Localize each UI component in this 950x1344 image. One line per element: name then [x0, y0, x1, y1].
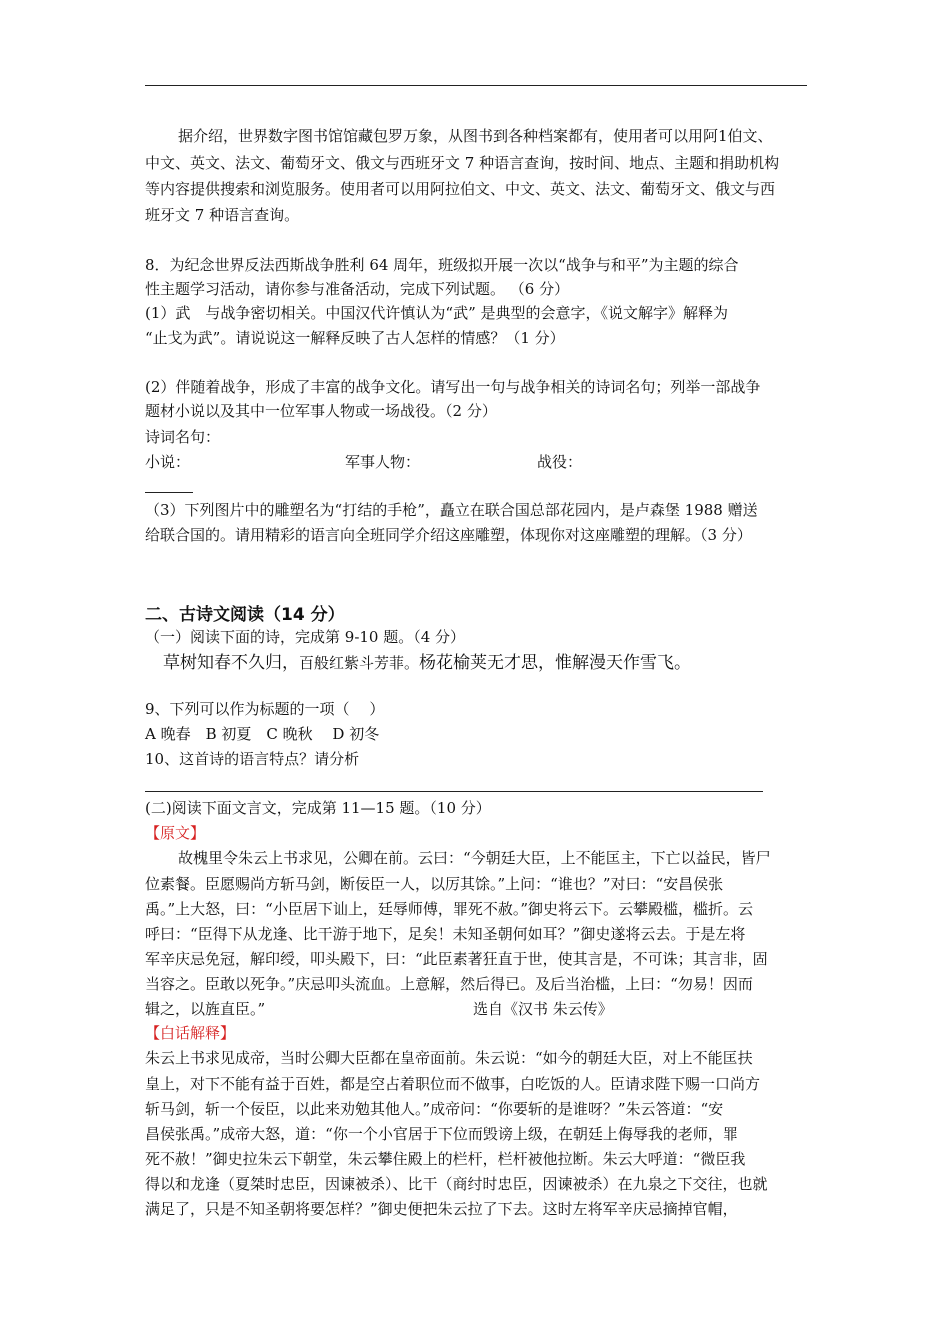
poem — [163, 650, 691, 676]
poem-line-c: 杨花榆荚无才思，惟解漫天作雪飞。 — [419, 653, 692, 673]
battle-label: 战役： — [537, 453, 583, 471]
original-line: 呼曰：“臣得下从龙逢、比干游于地下，足矣！未知圣朝何如耳？”御史遂将云去。于是左将 — [145, 925, 746, 943]
original-line: 军辛庆忌免冠，解印绶，叩头殿下，曰：“此臣素著狂直于世，使其言是，不可诛；其言非，固 — [145, 950, 768, 968]
original-line: 辑之，以旌直臣。” — [145, 1000, 266, 1018]
q8-2-line: 题材小说以及其中一位军事人物或一场战役。（2 分） — [145, 402, 497, 420]
vernacular-line: 满足了，只是不知圣朝将要怎样？”御史便把朱云拉了下去。这时左将军辛庆忌摘掉官帽， — [145, 1200, 738, 1218]
intro-line: 等内容提供搜索和浏览服务。使用者可以用阿拉伯文、中文、英文、法文、葡萄牙文、俄文与西 — [145, 180, 776, 198]
q8-line: 性主题学习活动，请你参与准备活动，完成下列试题。 （6 分） — [145, 280, 570, 298]
q8-line: 8．为纪念世界反法西斯战争胜利 64 周年，班级拟开展一次以“战争与和平”为主题的综合 — [145, 256, 739, 274]
intro-line: 中文、英文、法文、葡萄牙文、俄文与西班牙文 7 种语言查询，按时间、地点、主题和捐助机构 — [145, 154, 780, 172]
intro-line: 班牙文 7 种语言查询。 — [145, 206, 300, 224]
vernacular-line: 朱云上书求见成帝，当时公卿大臣都在皇帝面前。朱云说：“如今的朝廷大臣，对上不能匡扶 — [145, 1049, 753, 1067]
q9-options: A 晚春 B 初夏 C 晚秋 D 初冬 — [145, 725, 380, 743]
original-label: 【原文】 — [145, 824, 206, 842]
part1-heading: （一）阅读下面的诗，完成第 9-10 题。（4 分） — [145, 628, 466, 646]
answer-line — [145, 791, 763, 792]
original-line: 禹。”上大怒，曰：“小臣居下讪上，廷辱师傅，罪死不赦。”御史将云下。云攀殿槛，槛折。云 — [145, 900, 754, 918]
original-line: 当容之。臣敢以死争。”庆忌叩头流血。上意解，然后得已。及后当治槛，上曰：“勿易！因而 — [145, 975, 753, 993]
q8-3-line: （3）下列图片中的雕塑名为“打结的手枪”，矗立在联合国总部花园内，是卢森堡 1988 赠送 — [145, 501, 758, 519]
vernacular-line: 昌侯张禹。”成帝大怒，道：“你一个小官居于下位而毁谤上级，在朝廷上侮辱我的老师，罪 — [145, 1125, 738, 1143]
part2-heading: (二)阅读下面文言文，完成第 11—15 题。（10 分） — [145, 799, 491, 817]
vernacular-line: 斩马剑，斩一个佞臣，以此来劝勉其他人。”成帝问：“你要斩的是谁呀？”朱云答道：“安 — [145, 1100, 724, 1118]
q8-line: “止戈为武”。请说说这一解释反映了古人怎样的情感？（1 分） — [145, 329, 565, 347]
vernacular-line: 皇上，对下不能有益于百姓，都是空占着职位而不做事，白吃饭的人。臣请求陛下赐一口尚方 — [145, 1075, 761, 1093]
header-rule — [145, 85, 807, 86]
original-line: 位素餐。臣愿赐尚方斩马剑，断佞臣一人，以厉其馀。”上问：“谁也？”对曰：“安昌侯张 — [145, 875, 724, 893]
answer-blank — [145, 492, 193, 493]
novel-label: 小说： — [145, 453, 191, 471]
q8-2-line: (2）伴随着战争，形成了丰富的战争文化。请写出一句与战争相关的诗词名句；列举一部战争 — [145, 378, 761, 396]
poem-line-b: 百般红紫斗芳菲。 — [299, 654, 420, 672]
section-title: 二、古诗文阅读（14 分） — [145, 605, 345, 625]
original-line: 故槐里令朱云上书求见，公卿在前。云曰：“今朝廷大臣，上不能匡主，下亡以益民，皆尸 — [178, 849, 771, 867]
q10: 10、这首诗的语言特点？请分析 — [145, 750, 360, 768]
figure-label: 军事人物： — [345, 453, 421, 471]
vernacular-label: 【白话解释】 — [145, 1024, 236, 1042]
source-citation: 选自《汉书 朱云传》 — [473, 1000, 613, 1018]
q9: 9、下列可以作为标题的一项（ ） — [145, 700, 385, 718]
q8-3-line: 给联合国的。请用精彩的语言向全班同学介绍这座雕塑，体现你对这座雕塑的理解。（3 分） — [145, 526, 752, 544]
vernacular-line: 得以和龙逢（夏桀时忠臣，因谏被杀）、比干（商纣时忠臣，因谏被杀）在九泉之下交往，也就 — [145, 1175, 768, 1193]
poem-line-a: 草树知春不久归， — [163, 653, 299, 673]
intro-line: 据介绍，世界数字图书馆馆藏包罗万象，从图书到各种档案都有，使用者可以用阿1伯文、 — [178, 127, 773, 145]
poem-quote-label: 诗词名句： — [145, 428, 221, 446]
vernacular-line: 死不赦！”御史拉朱云下朝堂，朱云攀住殿上的栏杆，栏杆被他拉断。朱云大呼道：“微臣我 — [145, 1150, 746, 1168]
q8-line: (1）武 与战争密切相关。中国汉代许慎认为“武” 是典型的会意字，《说文解字》解释为 — [145, 304, 729, 322]
